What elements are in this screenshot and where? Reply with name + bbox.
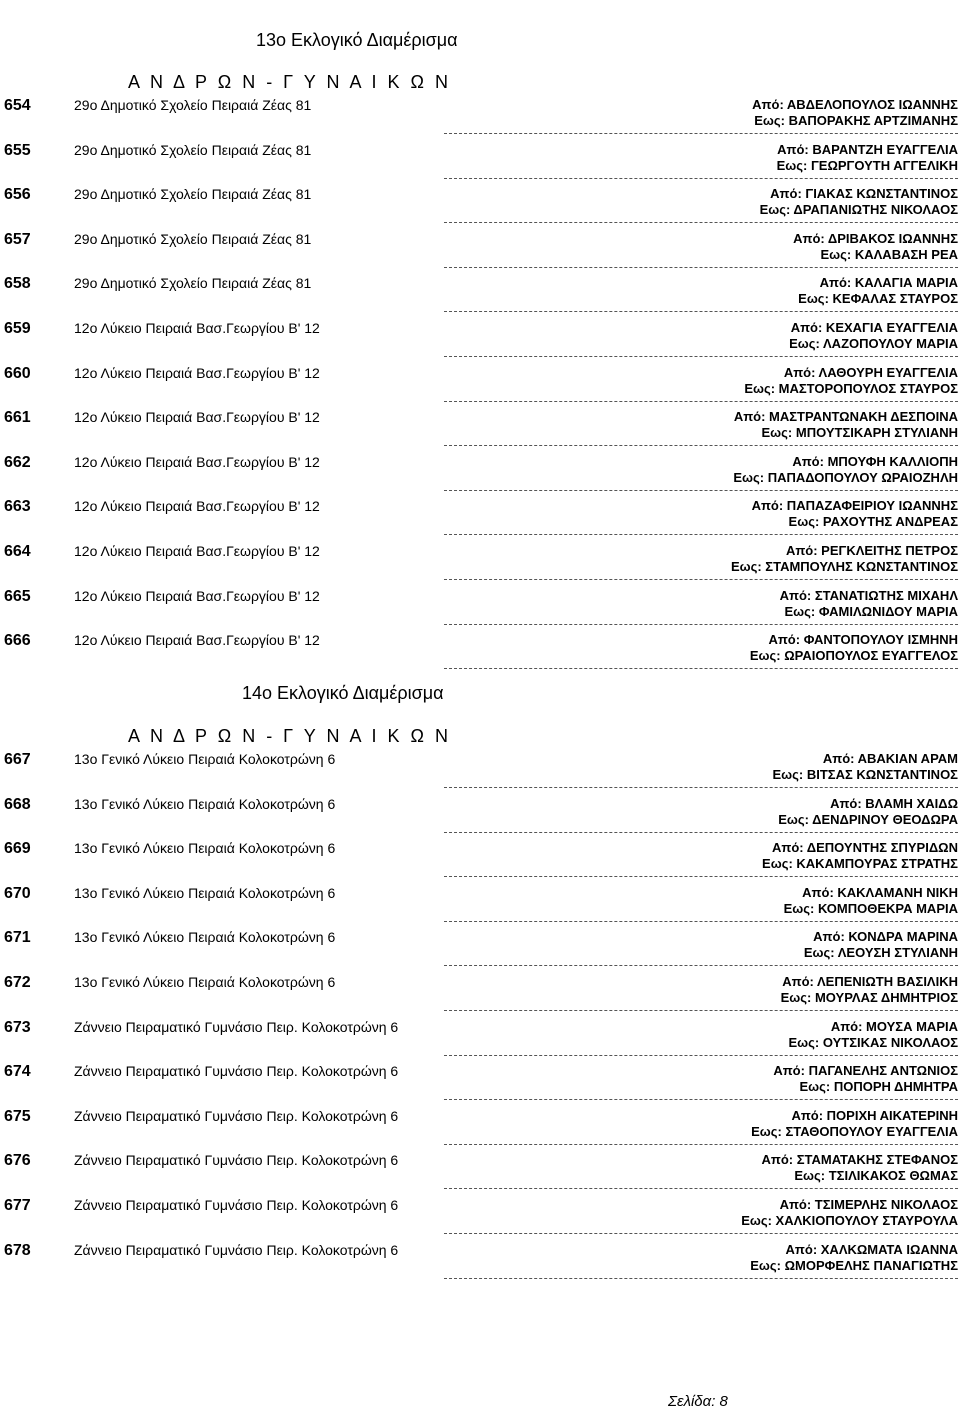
range-from: Από: ΛΑΘΟΥΡΗ ΕΥΑΓΓΕΛΙΑ (783, 364, 958, 380)
name-range (751, 1108, 958, 1140)
station-number: 656 (4, 186, 31, 204)
section-subtitle: Α Ν Δ Ρ Ω Ν - Γ Υ Ν Α Ι Κ Ω Ν (128, 726, 451, 746)
polling-station-row (0, 96, 960, 141)
range-to: Εως: ΛΑΖΟΠΟΥΛΟΥ ΜΑΡΙΑ (789, 335, 958, 351)
range-to: Εως: ΣΤΑΘΟΠΟΥΛΟΥ ΕΥΑΓΓΕΛΙΑ (751, 1123, 958, 1139)
polling-station-row (0, 497, 960, 542)
name-range (741, 1197, 958, 1229)
polling-station-row (0, 1196, 960, 1241)
range-to: Εως: ΣΤΑΜΠΟΥΛΗΣ ΚΩΝΣΤΑΝΤΙΝΟΣ (730, 558, 958, 574)
range-to: Εως: ΜΠΟΥΤΣΙΚΑΡΗ ΣΤΥΛΙΑΝΗ (761, 425, 958, 441)
polling-station-row (0, 542, 960, 587)
dashed-separator (444, 490, 958, 491)
name-range (798, 275, 958, 307)
range-to: Εως: ΔΡΑΠΑΝΙΩΤΗΣ ΝΙΚΟΛΑΟΣ (759, 202, 958, 218)
station-number: 673 (4, 1018, 31, 1036)
range-from: Από: ΠΑΠΑΖΑΦΕΙΡΙΟΥ ΙΩΑΝΝΗΣ (751, 498, 958, 514)
station-number: 677 (4, 1196, 31, 1214)
station-address: 29ο Δημοτικό Σχολείο Πειραιά Ζέας 81 (74, 186, 312, 203)
range-to: Εως: ΒΙΤΣΑΣ ΚΩΝΣΤΑΝΤΙΝΟΣ (772, 767, 958, 782)
polling-station-row (0, 185, 960, 230)
range-to: Εως: ΩΡΑΙΟΠΟΥΛΟΣ ΕΥΑΓΓΕΛΟΣ (749, 648, 958, 664)
polling-station-row (0, 587, 960, 632)
polling-station-row (0, 408, 960, 453)
name-range (789, 320, 958, 352)
name-range (731, 543, 958, 575)
station-number: 657 (4, 230, 31, 248)
range-to: Εως: ΚΟΜΠΟΘΕΚΡΑ ΜΑΡΙΑ (783, 900, 958, 916)
polling-station-row (0, 1241, 960, 1286)
dashed-separator (444, 401, 958, 402)
dashed-separator (444, 178, 958, 179)
range-from: Από: ΚΑΛΑΓΙΑ ΜΑΡΙΑ (819, 275, 958, 291)
range-to: Εως: ΦΑΜΙΛΩΝΙΔΟΥ ΜΑΡΙΑ (784, 603, 958, 619)
station-address: 29ο Δημοτικό Σχολείο Πειραιά Ζέας 81 (74, 97, 312, 113)
dashed-separator (444, 267, 958, 268)
name-range (750, 1242, 958, 1274)
polling-station-row (0, 928, 960, 973)
station-address: 12ο Λύκειο Πειραιά Βασ.Γεωργίου Β' 12 (74, 319, 320, 336)
dashed-separator (444, 1233, 958, 1234)
station-number: 668 (4, 795, 31, 813)
polling-station-row (0, 884, 960, 929)
station-number: 678 (4, 1241, 31, 1259)
station-number: 664 (4, 542, 31, 560)
name-range (733, 454, 958, 486)
name-range (752, 97, 958, 129)
polling-station-row (0, 1151, 960, 1196)
polling-station-row (0, 453, 960, 498)
station-address: 29ο Δημοτικό Σχολείο Πειραιά Ζέας 81 (74, 141, 312, 158)
polling-station-row (0, 1107, 960, 1152)
station-number: 660 (4, 364, 31, 382)
dashed-separator (444, 311, 958, 312)
name-range (761, 1152, 958, 1184)
dashed-separator (444, 222, 958, 223)
range-from: Από: ΜΑΣΤΡΑΝΤΩΝΑΚΗ ΔΕΣΠΟΙΝΑ (733, 409, 958, 425)
name-range (762, 840, 958, 872)
polling-station-row (0, 319, 960, 364)
name-range (784, 885, 958, 917)
station-address: Ζάννειο Πειραματικό Γυμνάσιο Πειρ. Κολοκοτρώνη 6 (74, 1107, 399, 1124)
range-from: Από: ΤΣΙΜΕΡΛΗΣ ΝΙΚΟΛΑΟΣ (779, 1196, 958, 1212)
station-number: 661 (4, 409, 31, 427)
range-from: Από: ΔΕΠΟΥΝΤΗΣ ΣΠΥΡΙΔΩΝ (772, 840, 958, 856)
polling-station-row (0, 141, 960, 186)
range-from: Από: ΓΙΑΚΑΣ ΚΩΝΣΤΑΝΤΙΝΟΣ (770, 186, 958, 202)
range-to: Εως: ΓΕΩΡΓΟΥΤΗ ΑΓΓΕΛΙΚΗ (776, 157, 958, 173)
station-number: 663 (4, 498, 31, 516)
range-to: Εως: ΜΑΣΤΟΡΟΠΟΥΛΟΣ ΣΤΑΥΡΟΣ (744, 380, 958, 396)
polling-station-row (0, 973, 960, 1018)
polling-station-row (0, 750, 960, 795)
polling-station-row (0, 1062, 960, 1107)
name-range (781, 974, 958, 1006)
section-title: 14ο Εκλογικό Διαμέρισμα (242, 683, 444, 703)
station-number: 658 (4, 275, 31, 293)
range-from: Από: ΚΟΝΔΡΑ ΜΑΡΙΝΑ (813, 929, 958, 945)
range-from: Από: ΜΟΥΣΑ ΜΑΡΙΑ (830, 1018, 958, 1034)
polling-station-row (0, 795, 960, 840)
range-to: Εως: ΠΟΠΟΡΗ ΔΗΜΗΤΡΑ (799, 1079, 958, 1095)
range-to: Εως: ΟΥΤΣΙΚΑΣ ΝΙΚΟΛΑΟΣ (788, 1034, 958, 1050)
range-to: Εως: ΤΣΙΛΙΚΑΚΟΣ ΘΩΜΑΣ (794, 1168, 958, 1184)
range-to: Εως: ΜΟΥΡΛΑΣ ΔΗΜΗΤΡΙΟΣ (780, 989, 958, 1005)
station-number: 672 (4, 973, 31, 991)
name-range (734, 409, 958, 441)
section-title: 13ο Εκλογικό Διαμέρισμα (256, 30, 458, 50)
range-from: Από: ΑΒΑΚΙΑΝ ΑΡΑΜ (822, 751, 958, 766)
dashed-separator (444, 668, 958, 669)
station-address: 12ο Λύκειο Πειραιά Βασ.Γεωργίου Β' 12 (74, 498, 320, 515)
station-address: 13ο Γενικό Λύκειο Πειραιά Κολοκοτρώνη 6 (74, 751, 336, 767)
station-address: 29ο Δημοτικό Σχολείο Πειραιά Ζέας 81 (74, 230, 312, 247)
polling-station-row (0, 274, 960, 319)
name-range (760, 186, 958, 218)
dashed-separator (444, 1144, 958, 1145)
range-from: Από: ΑΒΔΕΛΟΠΟΥΛΟΣ ΙΩΑΝΝΗΣ (752, 97, 958, 112)
dashed-separator (444, 1099, 958, 1100)
range-from: Από: ΧΑΛΚΩΜΑΤΑ ΙΩΑΝΝΑ (785, 1241, 958, 1257)
station-address: 12ο Λύκειο Πειραιά Βασ.Γεωργίου Β' 12 (74, 409, 320, 426)
station-number: 675 (4, 1107, 31, 1125)
station-number: 674 (4, 1063, 31, 1081)
station-address: Ζάννειο Πειραματικό Γυμνάσιο Πειρ. Κολοκοτρώνη 6 (74, 1241, 399, 1258)
station-address: 12ο Λύκειο Πειραιά Βασ.Γεωργίου Β' 12 (74, 542, 320, 559)
station-address: 13ο Γενικό Λύκειο Πειραιά Κολοκοτρώνη 6 (74, 884, 336, 901)
range-from: Από: ΡΕΓΚΛΕΙΤΗΣ ΠΕΤΡΟΣ (785, 542, 958, 558)
station-number: 676 (4, 1152, 31, 1170)
station-address: 13ο Γενικό Λύκειο Πειραιά Κολοκοτρώνη 6 (74, 840, 336, 857)
name-range (780, 588, 958, 620)
dashed-separator (444, 534, 958, 535)
dashed-separator (444, 356, 958, 357)
range-from: Από: ΔΡΙΒΑΚΟΣ ΙΩΑΝΝΗΣ (793, 230, 958, 246)
name-range (789, 1019, 959, 1051)
polling-station-list (0, 96, 960, 676)
name-range (772, 751, 958, 783)
dashed-separator (444, 832, 958, 833)
page-number: Σελίδα: 8 (668, 1393, 728, 1410)
station-address: Ζάννειο Πειραματικό Γυμνάσιο Πειρ. Κολοκοτρώνη 6 (74, 1063, 399, 1080)
name-range (804, 929, 958, 961)
range-from: Από: ΚΕΧΑΓΙΑ ΕΥΑΓΓΕΛΙΑ (790, 319, 958, 335)
range-from: Από: ΠΟΡΙΧΗ ΑΙΚΑΤΕΡΙΝΗ (791, 1107, 958, 1123)
range-from: Από: ΣΤΑΝΑΤΙΩΤΗΣ ΜΙΧΑΗΛ (779, 587, 958, 603)
range-to: Εως: ΚΑΛΑΒΑΣΗ ΡΕΑ (820, 246, 958, 262)
polling-station-row (0, 839, 960, 884)
range-to: Εως: ΠΑΠΑΔΟΠΟΥΛΟΥ ΩΡΑΙΟΖΗΛΗ (733, 469, 958, 485)
name-range (793, 231, 958, 263)
range-to: Εως: ΩΜΟΡΦΕΛΗΣ ΠΑΝΑΓΙΩΤΗΣ (750, 1257, 958, 1273)
range-from: Από: ΚΑΚΛΑΜΑΝΗ ΝΙΚΗ (802, 884, 958, 900)
name-range (773, 1063, 958, 1095)
range-from: Από: ΦΑΝΤΟΠΟΥΛΟΥ ΙΣΜΗΝΗ (768, 632, 958, 648)
station-number: 659 (4, 319, 31, 337)
station-address: Ζάννειο Πειραματικό Γυμνάσιο Πειρ. Κολοκοτρώνη 6 (74, 1152, 399, 1169)
station-address: Ζάννειο Πειραματικό Γυμνάσιο Πειρ. Κολοκοτρώνη 6 (74, 1196, 399, 1213)
dashed-separator (444, 921, 958, 922)
station-number: 670 (4, 884, 31, 902)
name-range (752, 498, 958, 530)
range-to: Εως: ΛΕΟΥΣΗ ΣΤΥΛΙΑΝΗ (803, 945, 958, 961)
range-to: Εως: ΧΑΛΚΙΟΠΟΥΛΟΥ ΣΤΑΥΡΟΥΛΑ (741, 1212, 958, 1228)
range-from: Από: ΣΤΑΜΑΤΑΚΗΣ ΣΤΕΦΑΝΟΣ (761, 1152, 958, 1168)
dashed-separator (444, 133, 958, 134)
dashed-separator (444, 1188, 958, 1189)
station-address: Ζάννειο Πειραματικό Γυμνάσιο Πειρ. Κολοκοτρώνη 6 (74, 1018, 399, 1035)
range-from: Από: ΜΠΟΥΦΗ ΚΑΛΛΙΟΠΗ (792, 453, 958, 469)
station-number: 655 (4, 141, 31, 159)
dashed-separator (444, 787, 958, 788)
dashed-separator (444, 1278, 958, 1279)
polling-station-row (0, 631, 960, 676)
section-subtitle: Α Ν Δ Ρ Ω Ν - Γ Υ Ν Α Ι Κ Ω Ν (128, 72, 451, 92)
station-address: 12ο Λύκειο Πειραιά Βασ.Γεωργίου Β' 12 (74, 364, 320, 381)
station-number: 669 (4, 840, 31, 858)
dashed-separator (444, 445, 958, 446)
range-from: Από: ΛΕΠΕΝΙΩΤΗ ΒΑΣΙΛΙΚΗ (782, 973, 958, 989)
range-to: Εως: ΡΑΧΟΥΤΗΣ ΑΝΔΡΕΑΣ (788, 514, 958, 530)
station-address: 13ο Γενικό Λύκειο Πειραιά Κολοκοτρώνη 6 (74, 973, 336, 990)
station-number: 671 (4, 929, 31, 947)
polling-station-list (0, 750, 960, 1285)
station-address: 29ο Δημοτικό Σχολείο Πειραιά Ζέας 81 (74, 275, 312, 292)
range-from: Από: ΠΑΓΑΝΕΛΗΣ ΑΝΤΩΝΙΟΣ (773, 1063, 958, 1079)
range-to: Εως: ΚΕΦΑΛΑΣ ΣΤΑΥΡΟΣ (798, 291, 958, 307)
polling-station-row (0, 1018, 960, 1063)
name-range (744, 365, 958, 397)
station-address: 12ο Λύκειο Πειραιά Βασ.Γεωργίου Β' 12 (74, 587, 320, 604)
name-range (777, 142, 958, 174)
station-number: 665 (4, 587, 31, 605)
station-address: 13ο Γενικό Λύκειο Πειραιά Κολοκοτρώνη 6 (74, 929, 336, 946)
station-number: 666 (4, 632, 31, 650)
station-number: 654 (4, 97, 31, 114)
polling-station-row (0, 230, 960, 275)
dashed-separator (444, 965, 958, 966)
range-from: Από: ΒΛΑΜΗ ΧΑΙΔΩ (830, 795, 958, 811)
dashed-separator (444, 624, 958, 625)
station-address: 12ο Λύκειο Πειραιά Βασ.Γεωργίου Β' 12 (74, 632, 320, 649)
range-from: Από: ΒΑΡΑΝΤΖΗ ΕΥΑΓΓΕΛΙΑ (777, 141, 958, 157)
station-address: 13ο Γενικό Λύκειο Πειραιά Κολοκοτρώνη 6 (74, 795, 336, 812)
dashed-separator (444, 1010, 958, 1011)
name-range (778, 796, 958, 828)
dashed-separator (444, 1055, 958, 1056)
range-to: Εως: ΔΕΝΔΡΙΝΟΥ ΘΕΟΔΩΡΑ (778, 811, 958, 827)
dashed-separator (444, 876, 958, 877)
dashed-separator (444, 579, 958, 580)
station-number: 662 (4, 453, 31, 471)
polling-station-row (0, 364, 960, 409)
station-address: 12ο Λύκειο Πειραιά Βασ.Γεωργίου Β' 12 (74, 453, 320, 470)
range-to: Εως: ΒΑΠΟΡΑΚΗΣ ΑΡΤΖΙΜΑΝΗΣ (754, 113, 958, 128)
station-number: 667 (4, 751, 31, 768)
name-range (750, 632, 958, 664)
range-to: Εως: ΚΑΚΑΜΠΟΥΡΑΣ ΣΤΡΑΤΗΣ (762, 856, 958, 872)
